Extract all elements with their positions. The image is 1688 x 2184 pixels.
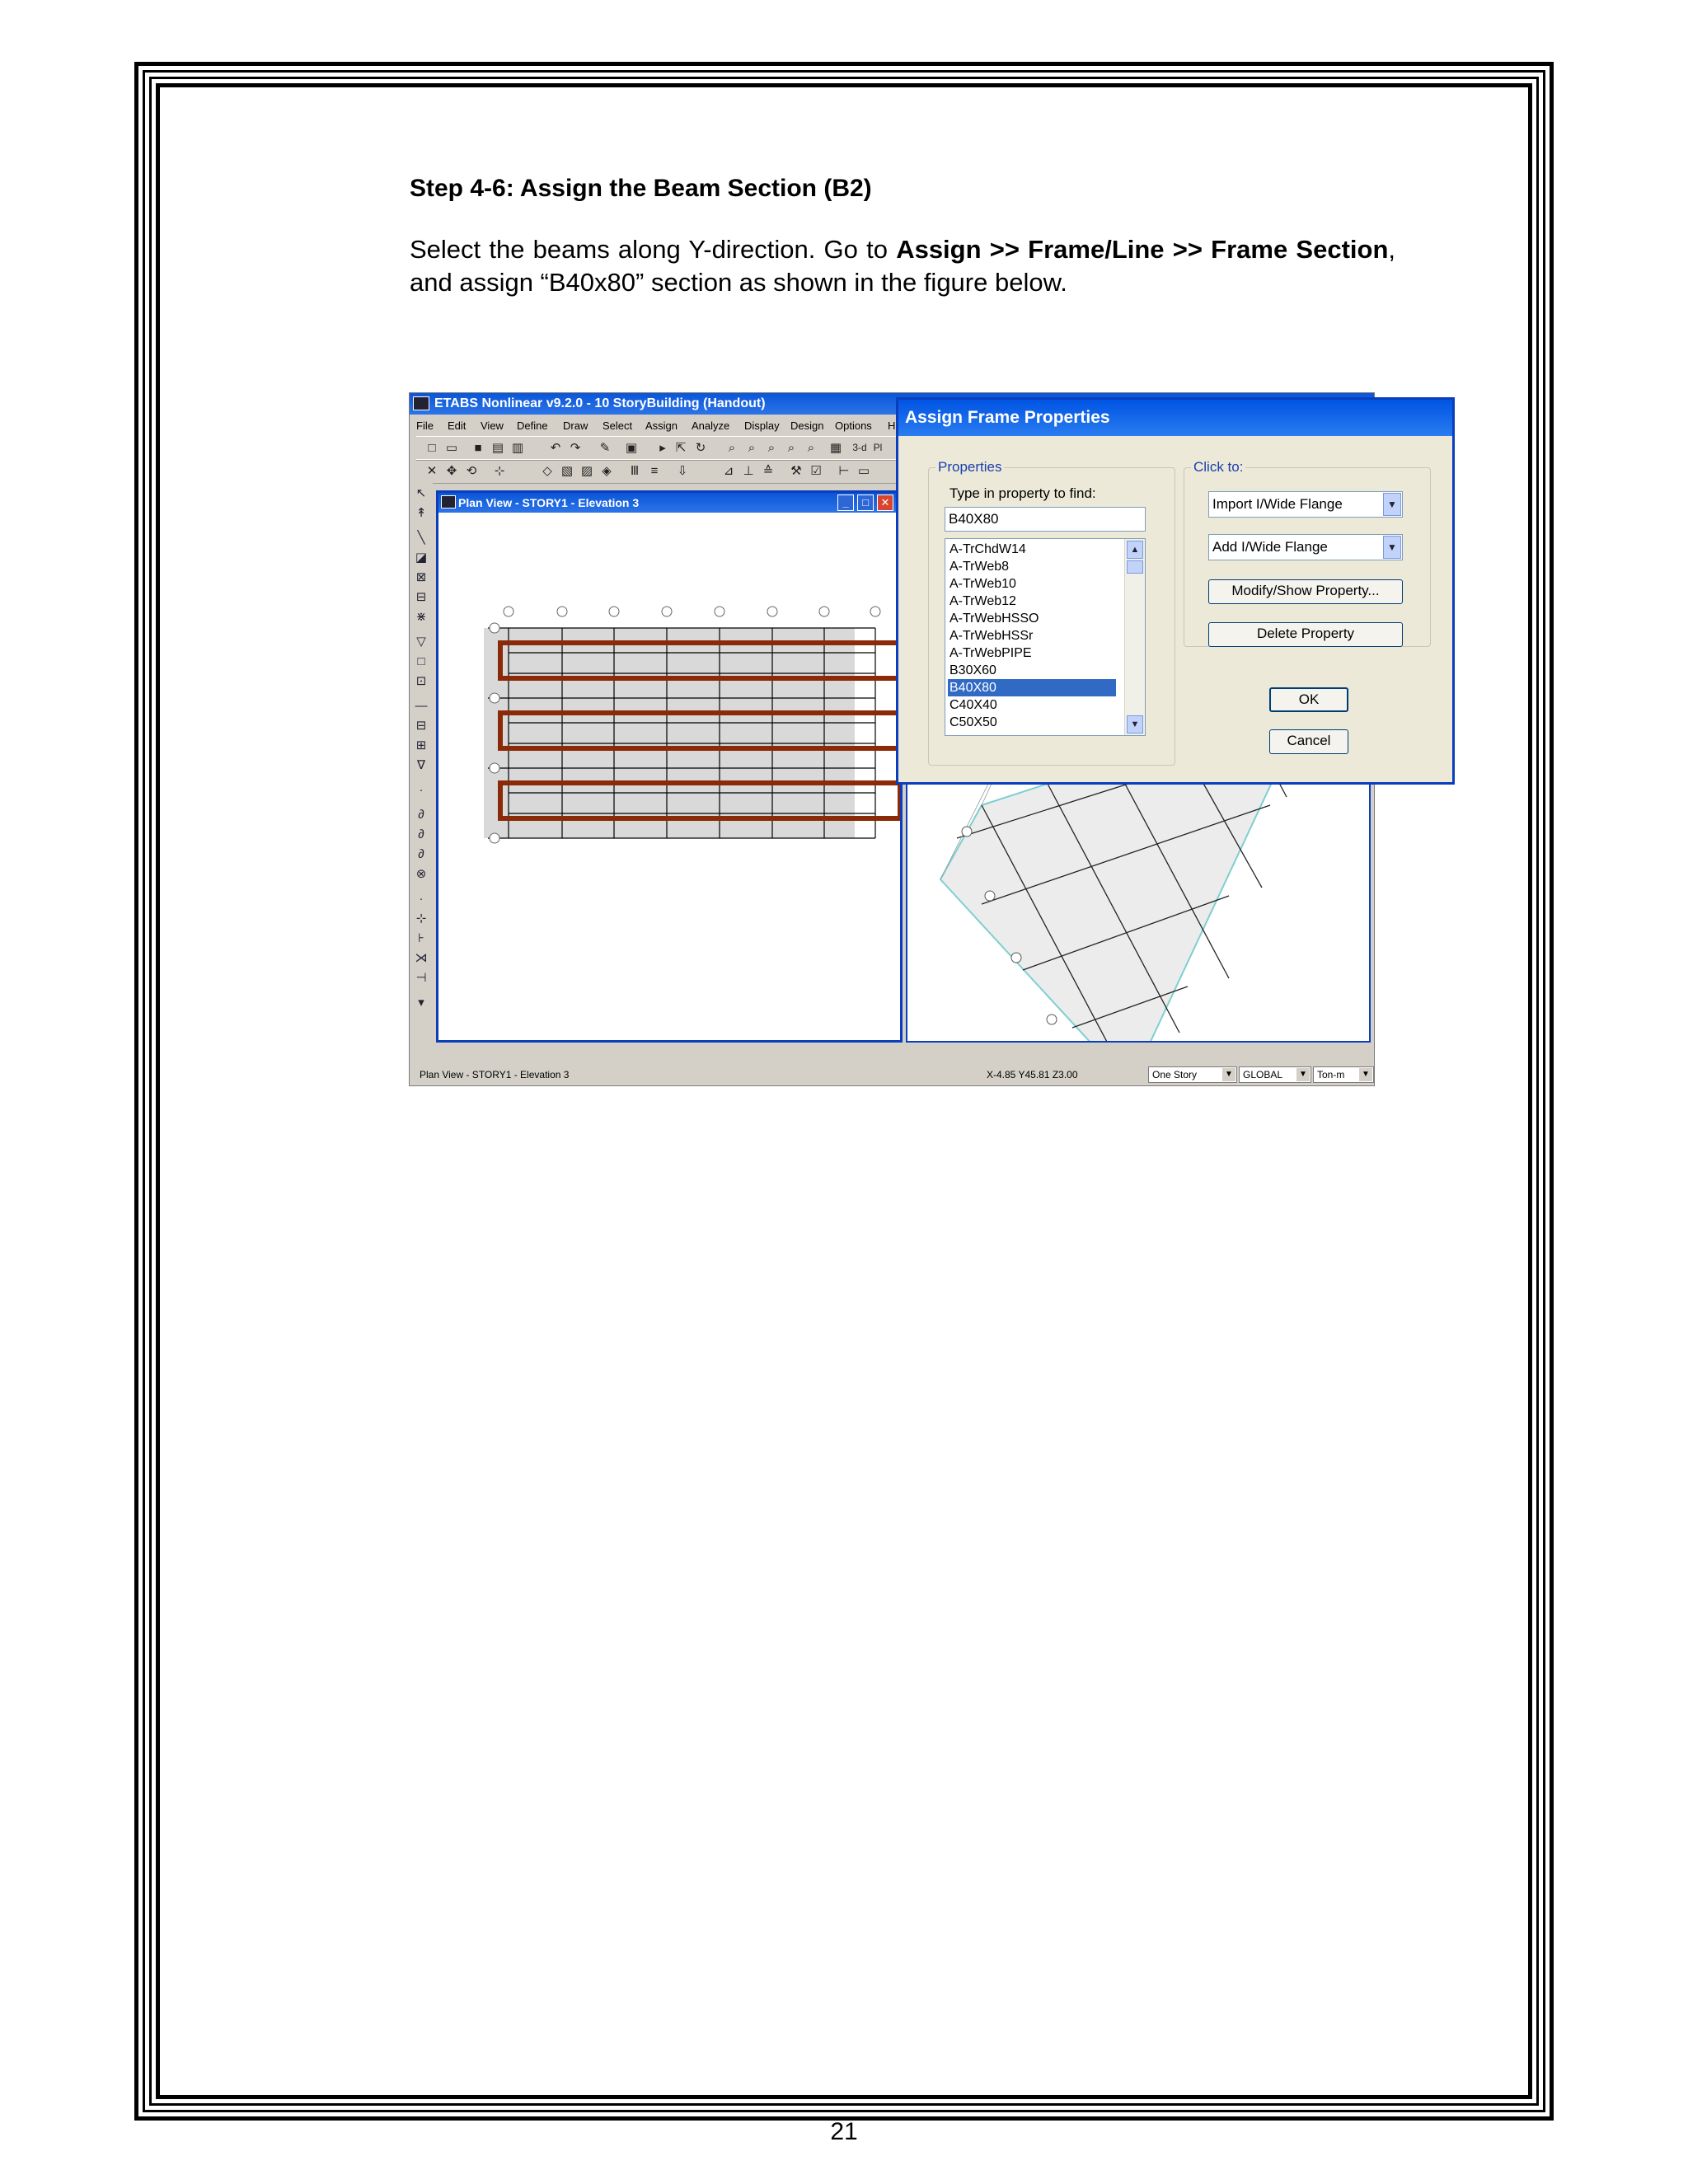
- zoom-out-icon[interactable]: ⌕: [787, 441, 795, 455]
- floor-icon[interactable]: ≡: [650, 464, 659, 478]
- draw-beam-icon[interactable]: ⊟: [415, 590, 427, 604]
- member-icon[interactable]: ⊢: [838, 464, 850, 478]
- maximize-icon[interactable]: □: [857, 494, 874, 511]
- plan-view-title: Plan View - STORY1 - Elevation 3: [458, 496, 640, 509]
- draw-walls-icon[interactable]: ⊟: [415, 719, 427, 733]
- assign-frame-properties-dialog: [896, 397, 1455, 785]
- list-item[interactable]: A-TrChdW14: [950, 542, 1026, 556]
- scroll-down-icon[interactable]: ▼: [1127, 715, 1143, 733]
- minimize-icon[interactable]: _: [837, 494, 854, 511]
- deformed-icon[interactable]: ⊿: [723, 464, 734, 478]
- list-item[interactable]: A-TrWeb12: [950, 594, 1016, 608]
- coord-system-select[interactable]: GLOBAL ▼: [1239, 1066, 1311, 1083]
- draw-rect-icon[interactable]: □: [417, 654, 425, 668]
- menu-draw[interactable]: Draw: [563, 419, 588, 432]
- pointer-icon[interactable]: ⇱: [675, 441, 687, 455]
- pencil-icon[interactable]: ✎: [599, 441, 611, 455]
- find-label: Type in property to find:: [950, 485, 1096, 501]
- snap-ends-icon[interactable]: ∂: [418, 827, 424, 841]
- chevron-down-icon: ▼: [1359, 1068, 1372, 1081]
- menu-define[interactable]: Define: [517, 419, 548, 432]
- chevron-down-icon: ▼: [1383, 536, 1401, 559]
- print-setup-icon[interactable]: ▥: [511, 441, 524, 455]
- list-scrollbar[interactable]: [1124, 539, 1145, 735]
- menu-assign[interactable]: Assign: [645, 419, 678, 432]
- dot-icon[interactable]: ·: [419, 892, 424, 906]
- modify-show-property-button[interactable]: Modify/Show Property...: [1208, 579, 1403, 604]
- spring-icon[interactable]: ⇩: [677, 464, 688, 478]
- click-to-group-label: Click to:: [1191, 459, 1245, 476]
- menu-file[interactable]: File: [416, 419, 434, 432]
- zoom-window-icon[interactable]: ⌕: [728, 441, 736, 455]
- list-item[interactable]: C50X50: [950, 715, 997, 729]
- etabs-app-icon: [413, 396, 429, 410]
- cross-icon[interactable]: ✕: [426, 464, 438, 478]
- chevron-down-icon: ▼: [1296, 1068, 1310, 1081]
- plan-window-icon: [441, 495, 456, 509]
- zoom-all-icon[interactable]: ⌕: [748, 441, 756, 455]
- wall-icon[interactable]: Ⅲ: [630, 464, 640, 478]
- new-file-icon[interactable]: □: [428, 441, 436, 455]
- menu-select[interactable]: Select: [603, 419, 633, 432]
- plan-drawing[interactable]: [438, 513, 900, 1040]
- snap-inter-icon[interactable]: ∂: [418, 847, 424, 861]
- page-border-inner: [156, 83, 1532, 2099]
- units-select[interactable]: Ton-m ▼: [1313, 1066, 1374, 1083]
- draw-wall-icon[interactable]: —: [415, 699, 428, 713]
- menu-view[interactable]: View: [481, 419, 504, 432]
- reshape-icon[interactable]: ↟: [415, 506, 427, 520]
- undo-icon[interactable]: ↶: [550, 441, 561, 455]
- list-item[interactable]: A-TrWeb8: [950, 560, 1010, 574]
- snap-edge-icon[interactable]: ⊦: [418, 931, 424, 945]
- property-search-input[interactable]: B40X80: [945, 507, 1146, 532]
- scroll-thumb[interactable]: [1127, 560, 1143, 574]
- import-section-select[interactable]: Import I/Wide Flange ▼: [1208, 491, 1403, 518]
- move-icon[interactable]: ✥: [446, 464, 457, 478]
- point-icon[interactable]: ·: [419, 783, 424, 797]
- draw-secondary-icon[interactable]: ⋇: [415, 610, 427, 624]
- para-text-1: Select the beams along Y-direction. Go to: [410, 235, 897, 264]
- list-item[interactable]: C40X40: [950, 698, 997, 712]
- properties-group-label: Properties: [935, 459, 1004, 476]
- draw-opening-icon[interactable]: ∇: [416, 758, 426, 772]
- delete-property-button[interactable]: Delete Property: [1208, 622, 1403, 647]
- draw-brace-icon[interactable]: ◪: [415, 551, 428, 565]
- open-file-icon[interactable]: ▭: [445, 441, 458, 455]
- list-item[interactable]: B30X60: [950, 663, 996, 677]
- list-item-selected[interactable]: B40X80: [948, 679, 1116, 696]
- select-arrow-icon[interactable]: ↖: [415, 486, 427, 500]
- draw-quad-icon[interactable]: ⊡: [415, 674, 427, 688]
- plan-view-titlebar: [438, 493, 900, 513]
- close-icon[interactable]: ✕: [877, 494, 893, 511]
- plan-view-window: [436, 490, 903, 1043]
- status-coords: X-4.85 Y45.81 Z3.00: [987, 1069, 1078, 1080]
- design-icon[interactable]: ⚒: [790, 464, 802, 478]
- extrude-icon[interactable]: ◈: [602, 464, 612, 478]
- draw-column-icon[interactable]: ⊠: [415, 570, 427, 584]
- mode-icon[interactable]: ≙: [762, 464, 774, 478]
- refresh-icon[interactable]: ↻: [695, 441, 706, 455]
- list-item[interactable]: A-TrWebHSSr: [950, 629, 1034, 643]
- ok-button[interactable]: OK: [1269, 687, 1348, 712]
- draw-line-icon[interactable]: ╲: [417, 531, 425, 545]
- menu-display[interactable]: Display: [744, 419, 780, 432]
- draw-area-icon[interactable]: ▽: [416, 635, 426, 649]
- scroll-up-icon[interactable]: ▲: [1127, 541, 1143, 559]
- print-icon[interactable]: ▤: [491, 441, 504, 455]
- para-text-2: , and assign “B40x80” section as shown in the figure below.: [410, 235, 1396, 297]
- menu-options[interactable]: Options: [835, 419, 872, 432]
- list-item[interactable]: A-TrWeb10: [950, 577, 1016, 591]
- menu-help[interactable]: H: [888, 419, 896, 432]
- step-title: Step 4-6: Assign the Beam Section (B2): [410, 175, 872, 202]
- rotate-icon[interactable]: ⟲: [466, 464, 477, 478]
- snap-points-icon[interactable]: ∂: [418, 808, 424, 822]
- lock-icon[interactable]: ▣: [625, 441, 638, 455]
- snap-mid-icon[interactable]: ⋊: [415, 951, 428, 965]
- property-listbox[interactable]: [945, 538, 1146, 736]
- cancel-button[interactable]: Cancel: [1269, 729, 1348, 754]
- forces-icon[interactable]: ⊥: [743, 464, 754, 478]
- status-view-text: Plan View - STORY1 - Elevation 3: [420, 1069, 570, 1080]
- app-title: ETABS Nonlinear v9.2.0 - 10 StoryBuilding (Handout): [434, 396, 766, 410]
- view-3d-button[interactable]: 3-d: [852, 442, 867, 453]
- output-icon[interactable]: ▭: [857, 464, 870, 478]
- para-menu-path: Assign >> Frame/Line >> Frame Section: [896, 235, 1389, 264]
- list-item[interactable]: A-TrWebPIPE: [950, 646, 1032, 660]
- save-icon[interactable]: ■: [474, 441, 482, 455]
- status-bar: [410, 1062, 1375, 1086]
- view-plan-button[interactable]: Pl: [873, 442, 883, 453]
- story-mode-select[interactable]: One Story ▼: [1148, 1066, 1237, 1083]
- redo-icon[interactable]: ↷: [570, 441, 581, 455]
- more-tools-icon[interactable]: ▾: [418, 996, 424, 1010]
- menu-edit[interactable]: Edit: [448, 419, 467, 432]
- page-number: 21: [830, 2118, 858, 2145]
- zoom-in-icon[interactable]: ⌕: [767, 441, 776, 455]
- menu-analyze[interactable]: Analyze: [692, 419, 730, 432]
- draw-grid-icon[interactable]: ⊞: [415, 738, 427, 752]
- menu-design[interactable]: Design: [790, 419, 824, 432]
- zoom-prev-icon[interactable]: ⌕: [807, 441, 815, 455]
- check-icon[interactable]: ☑: [810, 464, 822, 478]
- snap-perp-icon[interactable]: ⊗: [415, 867, 427, 881]
- restore-view-icon[interactable]: ▦: [829, 441, 842, 455]
- list-item[interactable]: A-TrWebHSSO: [950, 612, 1039, 626]
- perspective-icon[interactable]: ◇: [542, 464, 552, 478]
- snap-icon[interactable]: ⊹: [494, 464, 505, 478]
- snap-line-icon[interactable]: ⊹: [415, 912, 427, 926]
- instruction-paragraph: [410, 233, 1395, 299]
- slab-area: [484, 628, 855, 838]
- dialog-title: Assign Frame Properties: [898, 400, 1452, 436]
- chevron-down-icon: ▼: [1222, 1068, 1236, 1081]
- object-shrink-icon[interactable]: ▧: [560, 464, 574, 478]
- snap-grid-icon[interactable]: ⊣: [415, 971, 427, 985]
- draw-toolbar: [410, 480, 433, 1041]
- add-section-select[interactable]: Add I/Wide Flange ▼: [1208, 534, 1403, 560]
- run-icon[interactable]: ▸: [659, 441, 666, 455]
- fill-icon[interactable]: ▨: [580, 464, 593, 478]
- chevron-down-icon: ▼: [1383, 493, 1401, 516]
